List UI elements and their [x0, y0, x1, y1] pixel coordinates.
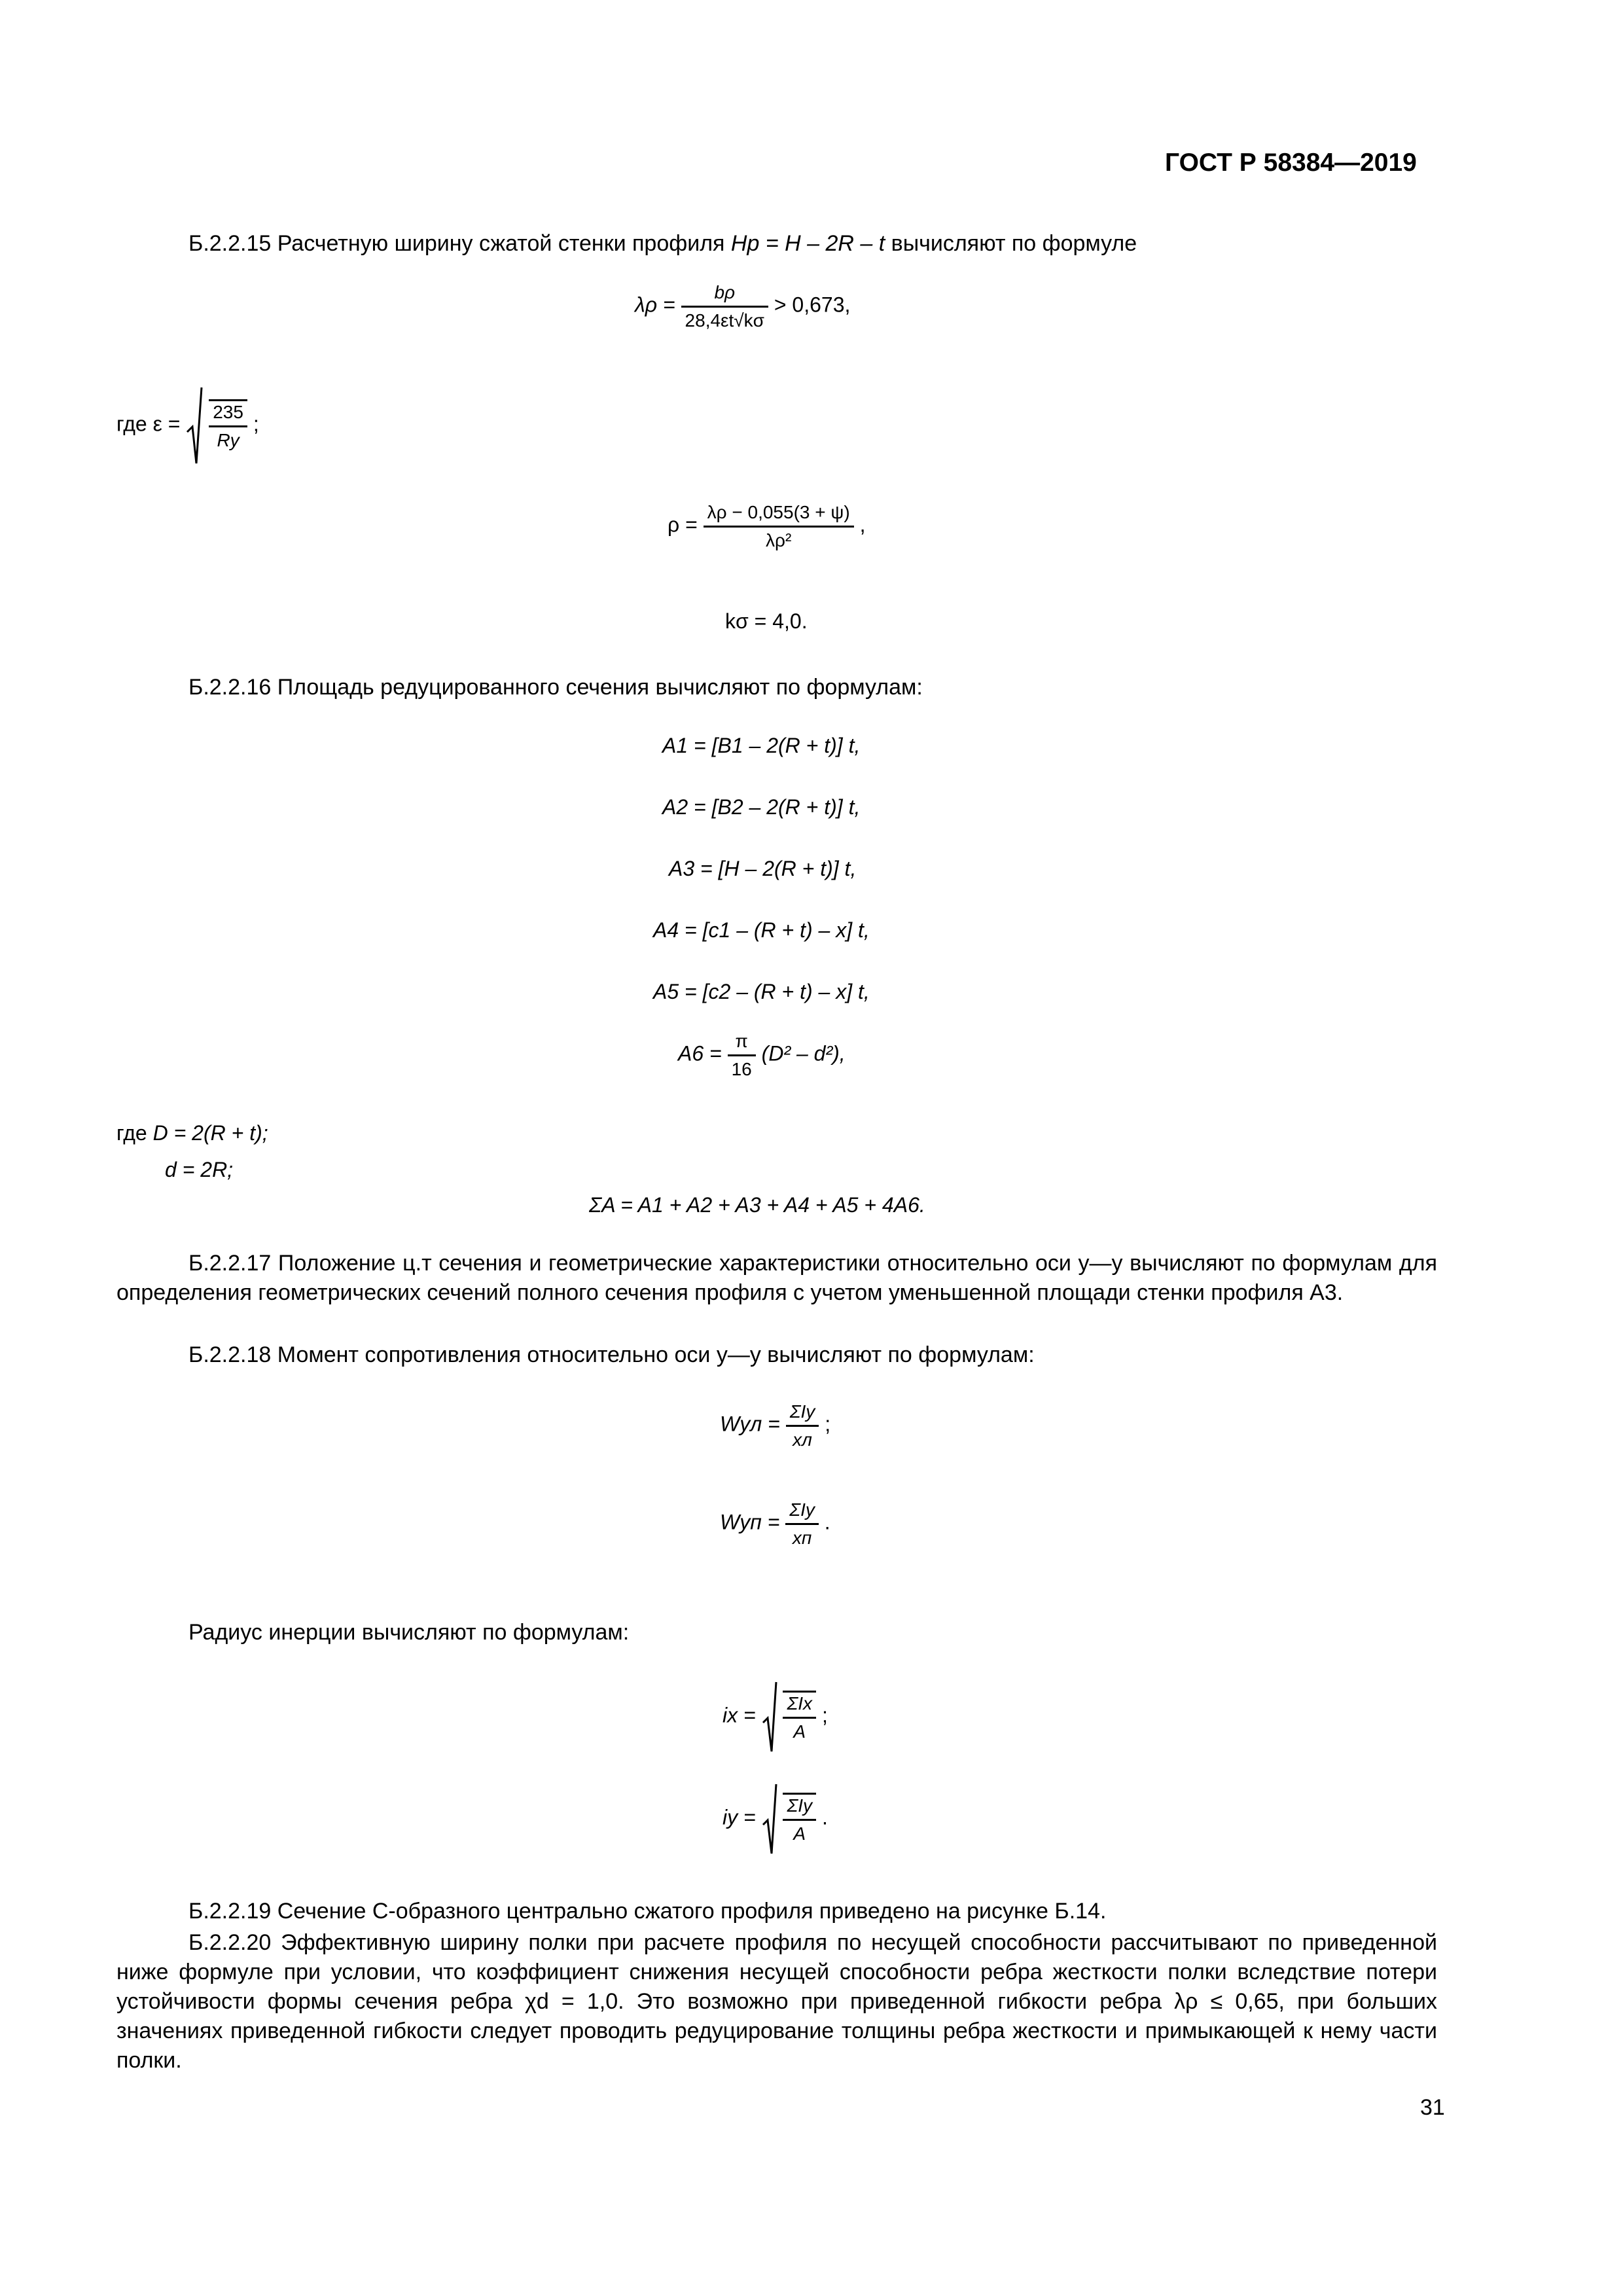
w-right-end: . — [824, 1510, 830, 1534]
section-16-text: Б.2.2.16 Площадь редуцированного сечения вычисляют по формулам: — [188, 675, 923, 700]
lambda-rhs: > 0,673, — [774, 293, 851, 317]
w-left-numerator: ΣIy — [789, 1401, 815, 1422]
epsilon-numerator: 235 — [213, 402, 243, 423]
section-18-text: Б.2.2.18 Момент сопротивления относительно оси y—y вычисляют по формулам: — [188, 1342, 1035, 1367]
w-left-lhs: Wyл = — [720, 1412, 780, 1436]
sqrt-symbol — [186, 386, 203, 465]
page-number: 31 — [1420, 2095, 1445, 2120]
w-left-end: ; — [825, 1412, 831, 1436]
section-15-line — [188, 230, 1137, 257]
rho-lhs: ρ = — [668, 512, 698, 537]
iy-lhs: iy = — [722, 1805, 756, 1829]
radius-text: Радиус инерции вычисляют по формулам: — [188, 1620, 630, 1645]
iy-denominator: A — [783, 1819, 816, 1845]
rho-denominator: λρ² — [704, 526, 854, 552]
iy-end: . — [821, 1805, 828, 1829]
section-20-text: Б.2.2.20 Эффективную ширину полки при расчете профиля по несущей способности рассчитывают по приведенной ниже формуле при условии, что коэффициент снижения несущей способности ребра жесткости полки вследствие потери устойчивости формы сечения ребра χd = 1,0. Это возможно при приведенной гибкости ребра λρ ≤ 0,65, при больших значениях приведенной гибкости следует проводить редуцирование толщины ребра жесткости и примыкающей к нему части полки. — [116, 1930, 1437, 2073]
epsilon-denominator: Ry — [209, 425, 247, 452]
rho-end: , — [859, 512, 866, 537]
lambda-formula — [635, 281, 850, 331]
ix-denominator: A — [783, 1717, 816, 1743]
ix-formula — [722, 1681, 828, 1753]
a6-fraction — [728, 1030, 756, 1080]
sum-area-formula: ΣA = A1 + A2 + A3 + A4 + A5 + 4A6. — [589, 1193, 925, 1217]
lambda-denominator: 28,4εt√kσ — [681, 306, 768, 332]
epsilon-definition — [116, 386, 259, 465]
area-formula-a3: A3 = [H – 2(R + t)] t, — [669, 857, 857, 880]
d-big-definition: D = 2(R + t); — [152, 1121, 268, 1145]
rho-fraction — [704, 501, 854, 551]
rho-formula — [668, 501, 865, 551]
where-d-line — [116, 1121, 268, 1145]
section-15-inline-formula: Hp = H – 2R – t — [730, 231, 885, 256]
a6-denominator: 16 — [728, 1054, 756, 1081]
a6-lhs: A6 = — [678, 1041, 722, 1066]
w-right-denominator: xп — [785, 1523, 819, 1549]
iy-fraction — [783, 1793, 816, 1844]
iy-numerator: ΣIy — [787, 1795, 813, 1816]
area-formula-a1: A1 = [B1 – 2(R + t)] t, — [662, 734, 861, 757]
sqrt-symbol — [762, 1681, 777, 1753]
area-formula-a5: A5 = [c2 – (R + t) – x] t, — [653, 980, 870, 1003]
ix-lhs: ix = — [722, 1703, 756, 1727]
a6-rhs: (D² – d²), — [761, 1041, 846, 1066]
w-right-numerator: ΣIy — [789, 1499, 815, 1520]
epsilon-end: ; — [253, 412, 259, 436]
w-right-fraction — [785, 1499, 819, 1549]
where-label-2: где — [116, 1121, 147, 1145]
ix-end: ; — [821, 1703, 828, 1727]
epsilon-lhs: ε = — [152, 412, 181, 436]
area-formula-a4: A4 = [c1 – (R + t) – x] t, — [653, 918, 870, 942]
where-label: где — [116, 412, 147, 436]
section-15-text: Б.2.2.15 Расчетную ширину сжатой стенки профиля — [188, 231, 725, 256]
epsilon-fraction — [209, 399, 247, 451]
section-17-text: Б.2.2.17 Положение ц.т сечения и геометрические характеристики относительно оси y—y вычисляют по формулам для определения геометрических сечений полного сечения профиля с учетом уменьшенной площади стенки профиля A3. — [116, 1251, 1437, 1305]
ix-fraction — [783, 1691, 816, 1742]
w-left-formula — [720, 1401, 830, 1450]
sqrt-symbol — [762, 1783, 777, 1855]
ix-numerator: ΣIx — [787, 1693, 813, 1714]
rho-numerator: λρ − 0,055(3 + ψ) — [707, 502, 850, 522]
w-right-lhs: Wyп = — [720, 1510, 780, 1534]
k-formula: kσ = 4,0. — [725, 609, 808, 633]
a6-numerator: π — [735, 1031, 748, 1051]
iy-formula — [722, 1783, 828, 1855]
section-15-tail: вычисляют по формуле — [891, 231, 1137, 256]
lambda-lhs: λρ = — [635, 293, 675, 317]
area-formula-a6 — [678, 1030, 846, 1080]
d-small-definition: d = 2R; — [165, 1158, 234, 1181]
lambda-fraction — [681, 281, 768, 331]
w-left-denominator: xл — [786, 1425, 819, 1451]
lambda-numerator: bρ — [714, 282, 736, 302]
document-code: ГОСТ Р 58384—2019 — [1165, 149, 1417, 177]
area-formula-a2: A2 = [B2 – 2(R + t)] t, — [662, 795, 861, 819]
section-19-text: Б.2.2.19 Сечение С-образного центрально сжатого профиля приведено на рисунке Б.14. — [188, 1899, 1107, 1924]
w-right-formula — [720, 1499, 830, 1549]
w-left-fraction — [786, 1401, 819, 1450]
